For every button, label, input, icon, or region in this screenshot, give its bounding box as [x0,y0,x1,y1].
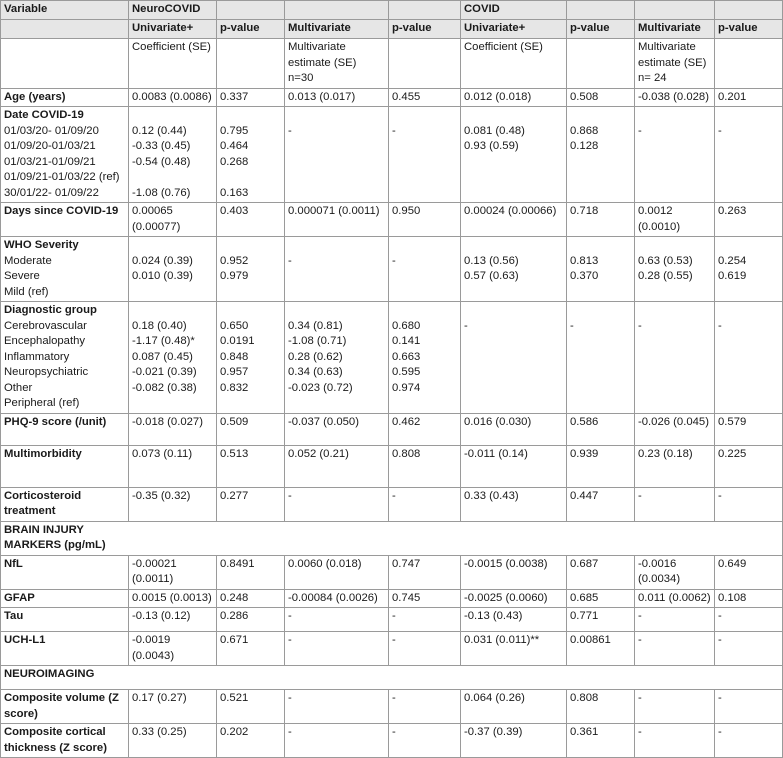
value-cell: - [635,487,715,521]
value-cell: 0.073 (0.11) [129,445,217,487]
value-cell: 0.813 0.370 [567,237,635,302]
header-cell [285,1,389,20]
value-cell: -0.026 (0.045) [635,413,715,445]
variable-heading: Diagnostic group [4,304,97,316]
section-row [1,521,783,555]
value-cell: - [285,690,389,724]
table-row [1,413,783,445]
value-cell: -0.13 (0.12) [129,608,217,632]
value-cell: 0.12 (0.44) -0.33 (0.45) -0.54 (0.48) -1.08 (0.76) [129,107,217,203]
value-cell: 0.00861 [567,632,635,666]
value-cell: - [285,237,389,302]
value-cell: 0.747 [389,555,461,589]
value-cell: - [389,632,461,666]
header-cell: p-value [715,20,783,39]
value-cell: - [461,302,567,414]
value-cell: - [715,487,783,521]
value-cell: - [715,724,783,758]
header-cell: Multivariate [285,20,389,39]
variable-cell: UCH-L1 [1,632,129,666]
value-cell: -0.037 (0.050) [285,413,389,445]
value-cell: -0.37 (0.39) [461,724,567,758]
value-cell: 0.052 (0.21) [285,445,389,487]
table-row [1,107,783,203]
value-cell: 0.687 [567,555,635,589]
value-cell: -0.00021 (0.0011) [129,555,217,589]
section-heading: NEUROIMAGING [1,666,783,690]
table-row [1,445,783,487]
value-cell: 0.0012 (0.0010) [635,203,715,237]
header-cell: p-value [217,20,285,39]
value-cell: 0.0015 (0.0013) [129,589,217,608]
variable-cell: WHO Severity Moderate Severe Mild (ref) [1,237,129,302]
header-cell [1,20,129,39]
value-cell: 0.012 (0.018) [461,88,567,107]
value-cell: 0.064 (0.26) [461,690,567,724]
header-cell: Variable [1,1,129,20]
variable-heading: WHO Severity [4,239,79,251]
value-cell: 0.718 [567,203,635,237]
value-cell: 0.455 [389,88,461,107]
value-cell: 0.13 (0.56) 0.57 (0.63) [461,237,567,302]
subheader-cell: Multivariate estimate (SE) n= 24 [635,39,715,89]
value-cell: 0.795 0.464 0.268 0.163 [217,107,285,203]
value-cell: 0.248 [217,589,285,608]
subheader-cell [1,39,129,89]
table-row [1,724,783,758]
variable-cell: Diagnostic group Cerebrovascular Encephalopathy Inflammatory Neuropsychiatric Other Peripheral (ref) [1,302,129,414]
value-cell: - [715,690,783,724]
value-cell: 0.808 [389,445,461,487]
value-cell: -0.011 (0.14) [461,445,567,487]
value-cell: 0.202 [217,724,285,758]
value-cell: 0.277 [217,487,285,521]
value-cell: -0.038 (0.028) [635,88,715,107]
table-row [1,237,783,302]
value-cell: 0.34 (0.81) -1.08 (0.71) 0.28 (0.62) 0.34 (0.63) -0.023 (0.72) [285,302,389,414]
value-cell: 0.000071 (0.0011) [285,203,389,237]
value-cell: 0.33 (0.43) [461,487,567,521]
value-cell: 0.8491 [217,555,285,589]
header-cell: NeuroCOVID [129,1,217,20]
value-cell: 0.0060 (0.018) [285,555,389,589]
header-cell [389,1,461,20]
header-cell: COVID [461,1,567,20]
value-cell: 0.508 [567,88,635,107]
value-cell: -0.0019 (0.0043) [129,632,217,666]
variable-cell: Age (years) [1,88,129,107]
value-cell: 0.939 [567,445,635,487]
variable-cell: PHQ-9 score (/unit) [1,413,129,445]
value-cell: 0.685 [567,589,635,608]
table-body [1,1,783,758]
variable-heading: Date COVID-19 [4,109,84,121]
variable-cell: Composite volume (Z score) [1,690,129,724]
value-cell: 0.201 [715,88,783,107]
value-cell: - [389,487,461,521]
subheader-cell: Multivariate estimate (SE) n=30 [285,39,389,89]
header-row-subtitles [1,39,783,89]
table-row [1,555,783,589]
value-cell: 0.031 (0.011)** [461,632,567,666]
table-row [1,302,783,414]
value-cell: 0.403 [217,203,285,237]
value-cell: - [635,724,715,758]
value-cell: 0.671 [217,632,285,666]
variable-cell: Days since COVID-19 [1,203,129,237]
value-cell: - [635,302,715,414]
subheader-cell [715,39,783,89]
value-cell: - [715,632,783,666]
subheader-cell [567,39,635,89]
variable-cell: Corticosteroid treatment [1,487,129,521]
value-cell: 0.263 [715,203,783,237]
value-cell: - [285,487,389,521]
value-cell: 0.952 0.979 [217,237,285,302]
value-cell: 0.868 0.128 [567,107,635,203]
variable-cell: NfL [1,555,129,589]
header-cell: Univariate+ [461,20,567,39]
value-cell: - [285,608,389,632]
value-cell: 0.337 [217,88,285,107]
subheader-cell: Coefficient (SE) [129,39,217,89]
value-cell: 0.771 [567,608,635,632]
table-row [1,608,783,632]
variable-cell: GFAP [1,589,129,608]
value-cell: - [389,107,461,203]
value-cell: 0.081 (0.48) 0.93 (0.59) [461,107,567,203]
value-cell: 0.513 [217,445,285,487]
section-row [1,666,783,690]
value-cell: 0.649 [715,555,783,589]
subheader-cell [389,39,461,89]
header-cell: p-value [389,20,461,39]
value-cell: - [285,724,389,758]
value-cell: - [635,107,715,203]
variable-cell: Tau [1,608,129,632]
value-cell: -0.35 (0.32) [129,487,217,521]
value-cell: 0.18 (0.40) -1.17 (0.48)* 0.087 (0.45) -0.021 (0.39) -0.082 (0.38) [129,302,217,414]
value-cell: - [389,724,461,758]
value-cell: 0.586 [567,413,635,445]
header-cell [567,1,635,20]
value-cell: 0.00024 (0.00066) [461,203,567,237]
value-cell: - [285,632,389,666]
header-cell: p-value [567,20,635,39]
value-cell: -0.0015 (0.0038) [461,555,567,589]
value-cell: - [635,690,715,724]
value-cell: - [389,690,461,724]
value-cell: 0.680 0.141 0.663 0.595 0.974 [389,302,461,414]
value-cell: 0.509 [217,413,285,445]
value-cell: -0.018 (0.027) [129,413,217,445]
value-cell: 0.808 [567,690,635,724]
value-cell: -0.0016 (0.0034) [635,555,715,589]
variable-cell: Date COVID-19 01/03/20- 01/09/20 01/09/20-01/03/21 01/03/21-01/09/21 01/09/21-01/03/22 (ref) 30/01/22- 01/09/22 [1,107,129,203]
value-cell: 0.016 (0.030) [461,413,567,445]
value-cell: 0.00065 (0.00077) [129,203,217,237]
header-cell [635,1,715,20]
table-row [1,487,783,521]
value-cell: 0.225 [715,445,783,487]
value-cell: 0.650 0.0191 0.848 0.957 0.832 [217,302,285,414]
table-row [1,690,783,724]
value-cell: 0.361 [567,724,635,758]
value-cell: 0.462 [389,413,461,445]
value-cell: 0.024 (0.39) 0.010 (0.39) [129,237,217,302]
value-cell: 0.013 (0.017) [285,88,389,107]
table-row [1,632,783,666]
value-cell: 0.63 (0.53) 0.28 (0.55) [635,237,715,302]
value-cell: 0.286 [217,608,285,632]
value-cell: 0.950 [389,203,461,237]
value-cell: - [389,237,461,302]
table-row [1,203,783,237]
subheader-cell [217,39,285,89]
header-cell: Univariate+ [129,20,217,39]
table-row [1,88,783,107]
header-row-columns [1,20,783,39]
value-cell: - [285,107,389,203]
table-row [1,589,783,608]
variable-cell: Composite cortical thickness (Z score) [1,724,129,758]
subheader-cell: Coefficient (SE) [461,39,567,89]
value-cell: 0.745 [389,589,461,608]
value-cell: 0.254 0.619 [715,237,783,302]
value-cell: 0.0083 (0.0086) [129,88,217,107]
value-cell: - [567,302,635,414]
variable-cell: Multimorbidity [1,445,129,487]
section-heading: BRAIN INJURY MARKERS (pg/mL) [1,521,783,555]
header-cell [715,1,783,20]
value-cell: - [635,632,715,666]
value-cell: -0.13 (0.43) [461,608,567,632]
value-cell: - [715,107,783,203]
value-cell: -0.00084 (0.0026) [285,589,389,608]
value-cell: 0.33 (0.25) [129,724,217,758]
header-cell: Multivariate [635,20,715,39]
value-cell: -0.0025 (0.0060) [461,589,567,608]
value-cell: 0.23 (0.18) [635,445,715,487]
value-cell: 0.17 (0.27) [129,690,217,724]
value-cell: - [715,302,783,414]
value-cell: 0.011 (0.0062) [635,589,715,608]
value-cell: 0.521 [217,690,285,724]
header-row-group [1,1,783,20]
value-cell: - [715,608,783,632]
header-cell [217,1,285,20]
value-cell: - [635,608,715,632]
value-cell: 0.108 [715,589,783,608]
value-cell: - [389,608,461,632]
value-cell: 0.579 [715,413,783,445]
value-cell: 0.447 [567,487,635,521]
